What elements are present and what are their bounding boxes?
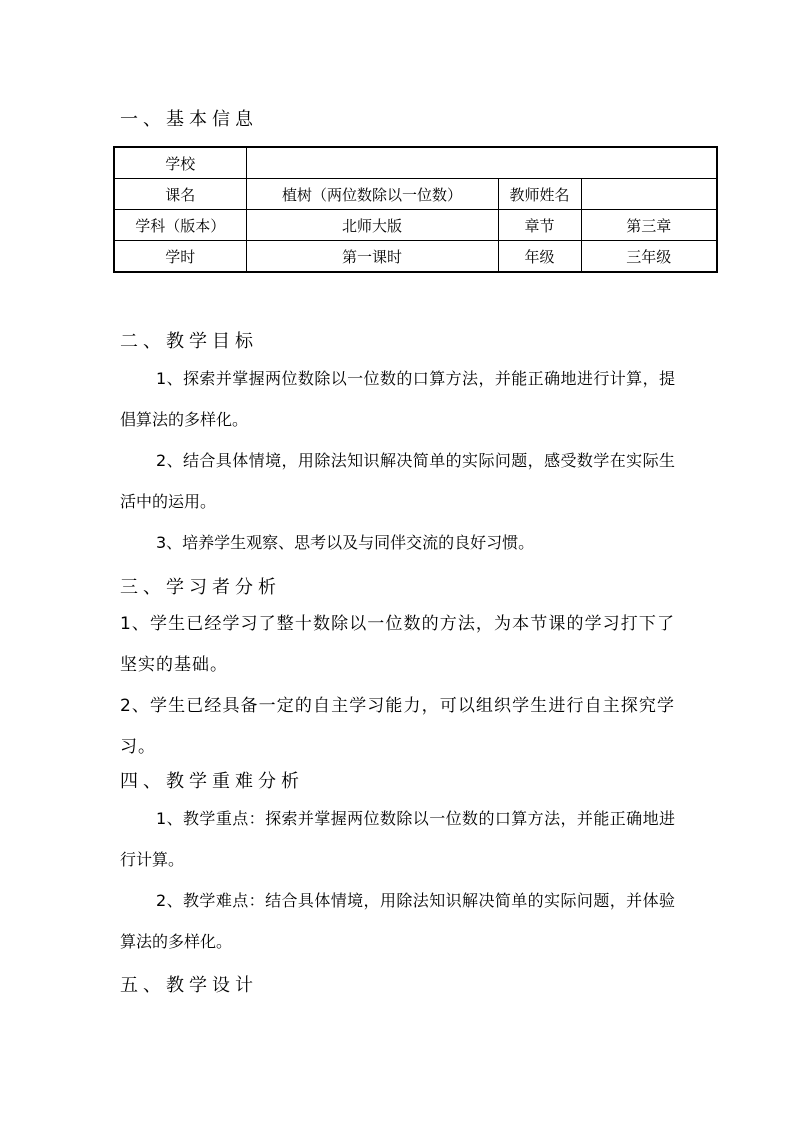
period-value: 第一课时: [246, 241, 498, 273]
key-point-item: 2、教学难点：结合具体情境，用除法知识解决简单的实际问题，并体验算法的多样化。: [120, 891, 675, 951]
table-row: [114, 147, 717, 179]
section-heading-learner-analysis: 三、学习者分析: [120, 577, 281, 598]
section-heading-basic-info: 一、基本信息: [120, 109, 258, 130]
school-value: [246, 147, 717, 179]
section-heading-design: 五、教学设计: [120, 975, 258, 996]
table-row: [114, 179, 717, 210]
chapter-label: 章节: [498, 210, 581, 241]
subject-value: 北师大版: [246, 210, 498, 241]
teacher-label: 教师姓名: [498, 179, 581, 210]
basic-info-table: [113, 146, 718, 273]
key-point-item: 1、教学重点：探索并掌握两位数除以一位数的口算方法，并能正确地进行计算。: [120, 809, 675, 869]
objective-item: 2、结合具体情境，用除法知识解决简单的实际问题，感受数学在实际生活中的运用。: [120, 451, 675, 511]
grade-label: 年级: [498, 241, 581, 273]
subject-label: 学科（版本）: [114, 210, 246, 241]
course-label: 课名: [114, 179, 246, 210]
teacher-value: [581, 179, 717, 210]
learner-analysis-item: 1、学生已经学习了整十数除以一位数的方法，为本节课的学习打下了坚实的基础。: [120, 614, 675, 675]
table-row: [114, 210, 717, 241]
chapter-value: 第三章: [581, 210, 717, 241]
objective-item: 3、培养学生观察、思考以及与同伴交流的良好习惯。: [156, 533, 535, 552]
school-label: 学校: [114, 147, 246, 179]
table-row: [114, 241, 717, 273]
section-heading-key-points: 四、教学重难分析: [120, 771, 304, 792]
grade-value: 三年级: [581, 241, 717, 273]
learner-analysis-item: 2、学生已经具备一定的自主学习能力，可以组织学生进行自主探究学习。: [120, 696, 675, 757]
period-label: 学时: [114, 241, 246, 273]
section-heading-objectives: 二、教学目标: [120, 331, 258, 352]
objective-item: 1、探索并掌握两位数除以一位数的口算方法，并能正确地进行计算，提倡算法的多样化。: [120, 369, 675, 429]
course-value: 植树（两位数除以一位数）: [246, 179, 498, 210]
